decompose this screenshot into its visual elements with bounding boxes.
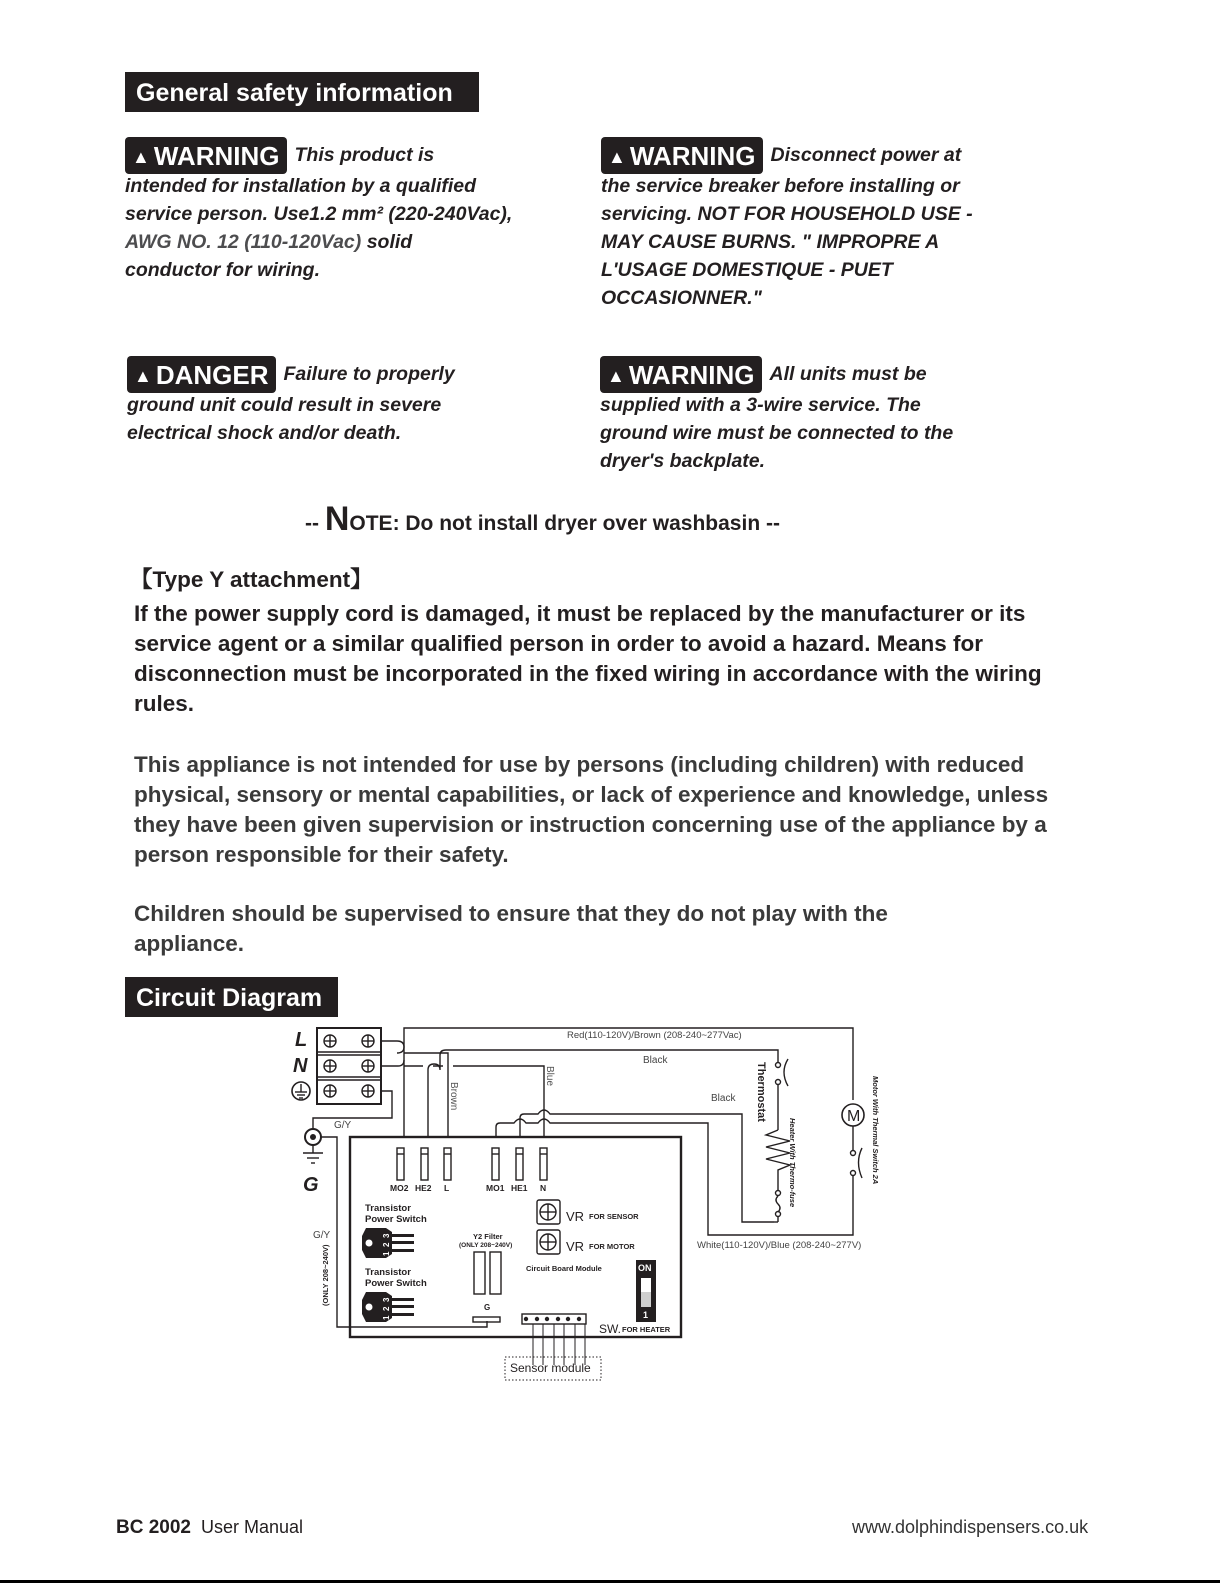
wire-label-brown: Brown [448, 1082, 459, 1111]
y2-filter-cap [490, 1252, 501, 1294]
warning-line: MAY CAUSE BURNS. " IMPROPRE A [601, 231, 940, 253]
type-y-heading: 【Type Y attachment】 [130, 567, 373, 592]
warning-line: L'USAGE DOMESTIQUE - PUET [601, 259, 893, 281]
thermostat-switch-icon [776, 1059, 789, 1130]
label-only-208-240v: (ONLY 208~240V) [321, 1244, 330, 1306]
vr-motor-sublabel: FOR MOTOR [589, 1242, 635, 1251]
wire-label-red-brown: Red(110-120V)/Brown (208-240~277Vac) [567, 1030, 742, 1041]
vr-motor-label: VR [566, 1239, 585, 1254]
warning-badge: ▲ WARNING [601, 137, 763, 174]
sensor-connector [522, 1314, 586, 1324]
sw-label: SW. [599, 1322, 622, 1336]
label-motor: Motor With Thermal Switch 2A [871, 1076, 880, 1185]
warning-triangle-icon: ▲ [608, 147, 626, 167]
transistor-2-pin-2: 2 [382, 1306, 391, 1311]
pin-label-he1: HE1 [511, 1183, 528, 1193]
section-title-circuit-diagram: Circuit Diagram [125, 977, 338, 1017]
warning-line: OCCASIONNER." [601, 287, 762, 309]
wire-l-brown [381, 1041, 448, 1137]
warning-line: service person. Use1.2 mm² (220-240Vac), [125, 203, 513, 225]
motor-symbol: M [847, 1108, 861, 1125]
heater-resistor-icon [766, 1130, 790, 1190]
footer-model: BC 2002 [116, 1517, 191, 1538]
dip-on-label: ON [638, 1263, 652, 1273]
pin-label-mo2: MO2 [390, 1183, 409, 1193]
warning-line: intended for installation by a qualified [125, 175, 477, 197]
transistor-2-pin-1: 1 [382, 1315, 391, 1320]
warning-line: the service breaker before installing or [601, 175, 960, 197]
warning-lead: Disconnect power at [770, 144, 962, 166]
vr-sensor-label: VR [566, 1209, 585, 1224]
footer-doc-type: User Manual [201, 1517, 304, 1537]
pin-label-mo1: MO1 [486, 1183, 505, 1193]
children-paragraph: Children should be supervised to ensure that they do not play with the appliance. [134, 901, 888, 956]
transistor-1-pin-3: 3 [382, 1233, 391, 1238]
terminal-screw-icons [324, 1035, 374, 1097]
warning-triangle-icon: ▲ [132, 147, 150, 167]
warning-lead: All units must be [769, 363, 927, 385]
transistor-2-pin-3: 3 [382, 1297, 391, 1302]
transistor-1-label: Power Switch [365, 1214, 427, 1225]
warning-triangle-icon: ▲ [607, 366, 625, 386]
sw-sublabel: FOR HEATER [622, 1325, 671, 1334]
warning-lead: This product is [294, 144, 435, 166]
pin-label-l: L [444, 1183, 450, 1193]
wire-label-gy-left: G/Y [313, 1230, 331, 1241]
wire-label-white-blue: White(110-120V)/Blue (208-240~277V) [697, 1240, 862, 1251]
sensor-module-label: Sensor module [510, 1361, 591, 1375]
transistor-2-label: Transistor [365, 1267, 411, 1278]
warning-lead: Failure to properly [283, 363, 455, 385]
vr-sensor-potentiometer-icon [537, 1200, 560, 1224]
transistor-1-pin-2: 2 [382, 1242, 391, 1247]
danger-badge: ▲ DANGER [127, 356, 276, 393]
warning-line: ground unit could result in severe [127, 394, 442, 416]
terminal-label-n: N [293, 1055, 308, 1077]
thermo-fuse-icon [774, 1191, 781, 1223]
ground-label-g: G [303, 1174, 319, 1196]
y2-filter-sublabel: (ONLY 208~240V) [459, 1242, 513, 1249]
pin-label-he2: HE2 [415, 1183, 432, 1193]
type-y-paragraph: If the power supply cord is damaged, it must be replaced by the manufacturer or its service agent or a similar qualified person in order to avoid a hazard. Means for disconnection must be incorporated in the fixed wiring in accordance with the wiring rules. [134, 601, 1042, 716]
transistor-1-label: Transistor [365, 1203, 411, 1214]
transistor-1-pin-1: 1 [382, 1251, 391, 1256]
warning-line: ground wire must be connected to the [600, 422, 954, 444]
footer-document-id [116, 1517, 303, 1539]
y2-g-label: G [484, 1303, 491, 1312]
circuit-board-label: Circuit Board Module [526, 1264, 602, 1273]
board-pin-connectors [397, 1148, 547, 1180]
wire-label-gy: G/Y [334, 1120, 352, 1131]
label-thermostat: Thermostat [755, 1062, 767, 1122]
vr-sensor-sublabel: FOR SENSOR [589, 1212, 639, 1221]
warning-triangle-icon: ▲ [134, 366, 152, 386]
wire-black-lower [520, 1110, 774, 1222]
pin-label-n: N [540, 1183, 547, 1193]
warning-line: dryer's backplate. [600, 450, 766, 472]
y2-filter-cap [474, 1252, 485, 1294]
section-title-general-safety: General safety information [125, 72, 479, 112]
warning-line: AWG NO. 12 (110-120Vac) solid [125, 231, 413, 253]
label-heater: Heater With Thermo-fuse [788, 1118, 797, 1208]
transistor-2-label: Power Switch [365, 1278, 427, 1289]
wire-label-black-top: Black [643, 1055, 668, 1066]
y2-filter-label: Y2 Filter [473, 1232, 503, 1241]
dip-num-label: 1 [643, 1310, 649, 1320]
vr-motor-potentiometer-icon [537, 1230, 560, 1254]
warning-line: electrical shock and/or death. [127, 422, 402, 444]
wire-label-blue: Blue [544, 1066, 555, 1087]
warning-line: servicing. NOT FOR HOUSEHOLD USE - [601, 203, 973, 225]
earth-ground-icon [292, 1082, 310, 1100]
warning-line: supplied with a 3-wire service. The [600, 394, 921, 416]
warning-badge: ▲ WARNING [125, 137, 287, 174]
note-washbasin: -- NOTE: Do not install dryer over washbasin -- [305, 500, 780, 538]
warning-badge: ▲ WARNING [600, 356, 762, 393]
warning-line: conductor for wiring. [125, 259, 320, 281]
terminal-label-l: L [295, 1029, 308, 1051]
wire-label-black-lower: Black [711, 1093, 736, 1104]
footer-url[interactable]: www.dolphindispensers.co.uk [852, 1517, 1089, 1537]
capabilities-paragraph: This appliance is not intended for use by persons (including children) with reduced physical, sensory or mental capabilities, or lack of experience and knowledge, unless they have been given supervision or instruction concerning use of the appliance by a person responsible for their safety. [134, 752, 1049, 867]
